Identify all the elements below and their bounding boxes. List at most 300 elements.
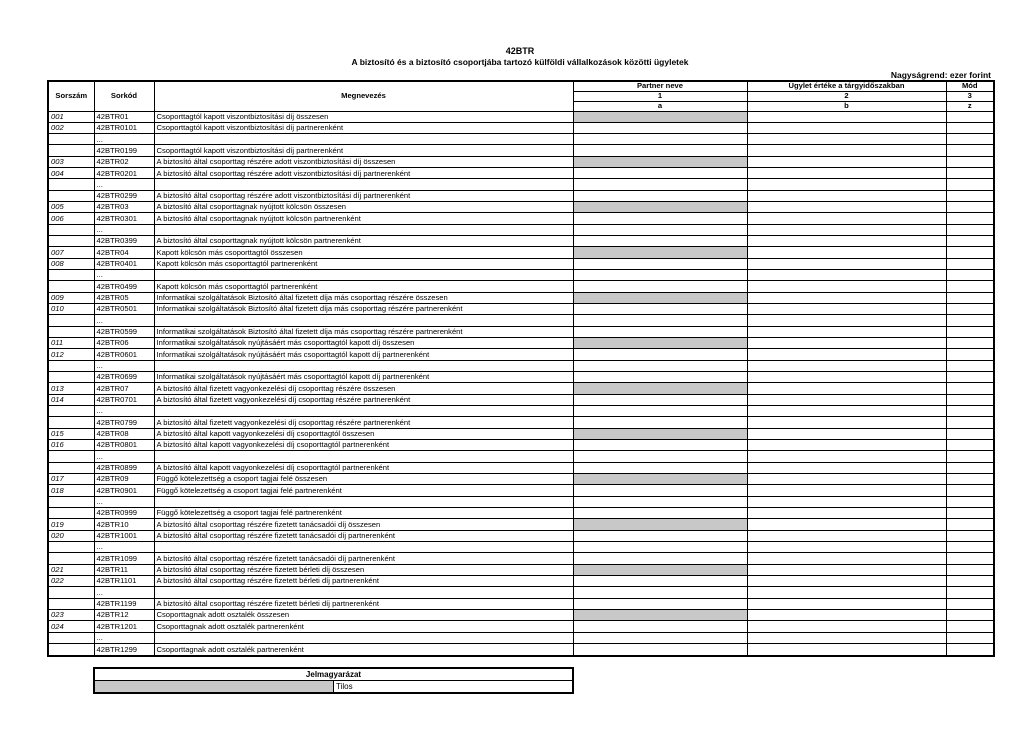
partner-cell[interactable] [573,530,747,541]
mode-cell[interactable] [946,417,994,428]
row-number: 020 [48,530,94,541]
row-code: 42BTR1101 [94,575,154,586]
col-letter: b [747,101,946,111]
row-code: 42BTR1099 [94,553,154,564]
mode-cell[interactable] [946,428,994,439]
row-description [154,224,573,235]
row-number [48,134,94,145]
value-cell[interactable] [747,190,946,201]
table-row [48,202,994,213]
value-cell[interactable] [747,632,946,643]
row-code: ... [94,451,154,462]
row-number: 004 [48,168,94,179]
table-row [48,111,994,122]
value-cell[interactable] [747,360,946,371]
row-description: A biztosító által csoporttagnak nyújtott kölcsön partnerenként [154,236,573,247]
partner-cell[interactable] [573,417,747,428]
col-header-partner: Partner neve [573,81,747,91]
partner-cell[interactable] [573,621,747,632]
row-number: 018 [48,485,94,496]
partner-cell[interactable] [573,360,747,371]
row-code: 42BTR02 [94,156,154,167]
row-number: 017 [48,474,94,485]
table-row [48,224,994,235]
partner-cell [573,564,747,575]
partner-cell[interactable] [573,134,747,145]
value-cell[interactable] [747,598,946,609]
partner-cell[interactable] [573,372,747,383]
mode-cell[interactable] [946,394,994,405]
value-cell[interactable] [747,462,946,473]
mode-cell[interactable] [946,190,994,201]
row-number [48,496,94,507]
row-number [48,587,94,598]
value-cell[interactable] [747,236,946,247]
row-description [154,134,573,145]
mode-cell[interactable] [946,270,994,281]
row-code: 42BTR0699 [94,372,154,383]
partner-cell [573,474,747,485]
partner-cell[interactable] [573,632,747,643]
row-number: 022 [48,575,94,586]
value-cell[interactable] [747,564,946,575]
row-number: 021 [48,564,94,575]
row-description [154,270,573,281]
col-number: 2 [747,91,946,101]
partner-cell[interactable] [573,213,747,224]
mode-cell[interactable] [946,575,994,586]
mode-cell[interactable] [946,247,994,258]
mode-cell[interactable] [946,587,994,598]
table-row [48,292,994,303]
value-cell[interactable] [747,213,946,224]
mode-cell[interactable] [946,258,994,269]
row-code: 42BTR0301 [94,213,154,224]
row-code: ... [94,270,154,281]
value-cell[interactable] [747,417,946,428]
row-description: A biztosító által csoporttag részére fizetett tanácsadói díj partnerenként [154,530,573,541]
col-header-sorkod: Sorkód [94,81,154,111]
row-number [48,145,94,156]
row-code: 42BTR07 [94,383,154,394]
table-row [48,383,994,394]
row-description: Informatikai szolgáltatások Biztosító által fizetett díja más csoporttag részére partnerenként [154,304,573,315]
table-row [48,632,994,643]
mode-cell[interactable] [946,440,994,451]
value-cell[interactable] [747,179,946,190]
partner-cell[interactable] [573,315,747,326]
mode-cell[interactable] [946,474,994,485]
partner-cell[interactable] [573,496,747,507]
partner-cell[interactable] [573,406,747,417]
partner-cell[interactable] [573,258,747,269]
partner-cell [573,202,747,213]
mode-cell[interactable] [946,621,994,632]
row-number [48,541,94,552]
row-description: A biztosító által csoporttag részére adott viszontbiztosítási díj partnerenként [154,168,573,179]
partner-cell[interactable] [573,394,747,405]
value-cell[interactable] [747,485,946,496]
table-row [48,440,994,451]
mode-cell[interactable] [946,496,994,507]
table-row [48,462,994,473]
partner-cell[interactable] [573,643,747,656]
mode-cell[interactable] [946,326,994,337]
transactions-table [47,80,995,657]
row-description: Csoporttagnak adott osztalék partnerenként [154,621,573,632]
value-cell[interactable] [747,304,946,315]
table-row [48,156,994,167]
row-description: Informatikai szolgáltatások nyújtásáért más csoporttagtól kapott díj partnerenként [154,349,573,360]
table-row [48,190,994,201]
row-number [48,553,94,564]
row-description: A biztosító által csoporttag részére fizetett tanácsadói díj partnerenként [154,553,573,564]
mode-cell[interactable] [946,213,994,224]
table-row [48,394,994,405]
row-code: 42BTR1199 [94,598,154,609]
mode-cell[interactable] [946,145,994,156]
mode-cell[interactable] [946,349,994,360]
table-row [48,541,994,552]
mode-cell[interactable] [946,519,994,530]
row-description: Csoporttagtól kapott viszontbiztosítási díj partnerenként [154,122,573,133]
value-cell[interactable] [747,315,946,326]
row-code: ... [94,224,154,235]
row-code: 42BTR0399 [94,236,154,247]
mode-cell[interactable] [946,111,994,122]
partner-cell[interactable] [573,440,747,451]
mode-cell[interactable] [946,541,994,552]
row-number: 002 [48,122,94,133]
row-number: 009 [48,292,94,303]
table-row [48,168,994,179]
row-code: 42BTR0601 [94,349,154,360]
row-description: A biztosító által kapott vagyonkezelési díj csoporttagtól partnerenként [154,440,573,451]
mode-cell[interactable] [946,122,994,133]
table-row [48,122,994,133]
partner-cell[interactable] [573,190,747,201]
value-cell[interactable] [747,111,946,122]
row-number: 008 [48,258,94,269]
mode-cell[interactable] [946,530,994,541]
row-description: Kapott kölcsön más csoporttagtól összesen [154,247,573,258]
table-row [48,134,994,145]
mode-cell[interactable] [946,134,994,145]
row-code: 42BTR0599 [94,326,154,337]
partner-cell [573,519,747,530]
row-number [48,190,94,201]
partner-cell[interactable] [573,270,747,281]
row-number: 007 [48,247,94,258]
legend-item-label: Tilos [334,681,574,694]
col-header-megnevezes: Megnevezés [154,81,573,111]
row-number [48,451,94,462]
mode-cell[interactable] [946,338,994,349]
row-number [48,632,94,643]
partner-cell [573,111,747,122]
value-cell[interactable] [747,247,946,258]
mode-cell[interactable] [946,598,994,609]
partner-cell[interactable] [573,462,747,473]
mode-cell[interactable] [946,609,994,620]
value-cell[interactable] [747,530,946,541]
row-number: 005 [48,202,94,213]
row-number: 001 [48,111,94,122]
row-description: A biztosító által csoporttag részére adott viszontbiztosítási díj partnerenként [154,190,573,201]
partner-cell[interactable] [573,541,747,552]
mode-cell[interactable] [946,564,994,575]
row-number: 011 [48,338,94,349]
row-code: 42BTR1201 [94,621,154,632]
table-row [48,621,994,632]
value-cell[interactable] [747,270,946,281]
row-number [48,236,94,247]
partner-cell[interactable] [573,587,747,598]
value-cell[interactable] [747,621,946,632]
partner-cell[interactable] [573,507,747,518]
table-row [48,451,994,462]
mode-cell[interactable] [946,462,994,473]
partner-cell [573,156,747,167]
partner-cell[interactable] [573,451,747,462]
row-number [48,281,94,292]
table-row [48,428,994,439]
row-code: 42BTR05 [94,292,154,303]
col-header-mod: Mód [946,81,994,91]
value-cell[interactable] [747,156,946,167]
col-letter: a [573,101,747,111]
row-description: Csoporttagtól kapott viszontbiztosítási díj összesen [154,111,573,122]
table-row [48,530,994,541]
partner-cell[interactable] [573,145,747,156]
partner-cell [573,292,747,303]
value-cell[interactable] [747,609,946,620]
value-cell[interactable] [747,292,946,303]
row-code: 42BTR08 [94,428,154,439]
row-code: ... [94,179,154,190]
partner-cell[interactable] [573,179,747,190]
partner-cell [573,383,747,394]
value-cell[interactable] [747,496,946,507]
mode-cell[interactable] [946,168,994,179]
partner-cell [573,338,747,349]
value-cell[interactable] [747,202,946,213]
row-description: A biztosító által kapott vagyonkezelési díj csoporttagtól partnerenként [154,462,573,473]
row-code: 42BTR03 [94,202,154,213]
row-description: Kapott kölcsön más csoporttagtól partnerenként [154,258,573,269]
mode-cell[interactable] [946,451,994,462]
partner-cell [573,609,747,620]
table-row [48,406,994,417]
mode-cell[interactable] [946,156,994,167]
row-description: Csoporttagtól kapott viszontbiztosítási díj partnerenként [154,145,573,156]
value-cell[interactable] [747,258,946,269]
partner-cell[interactable] [573,281,747,292]
value-cell[interactable] [747,168,946,179]
row-description: Csoporttagnak adott osztalék partnerenként [154,643,573,656]
col-header-sorszam: Sorszám [48,81,94,111]
mode-cell[interactable] [946,236,994,247]
value-cell[interactable] [747,406,946,417]
table-row [48,247,994,258]
partner-cell[interactable] [573,224,747,235]
row-code: ... [94,406,154,417]
row-description [154,496,573,507]
row-code: 42BTR09 [94,474,154,485]
row-description: A biztosító által kapott vagyonkezelési díj csoporttagtól összesen [154,428,573,439]
row-code: 42BTR0199 [94,145,154,156]
partner-cell[interactable] [573,168,747,179]
value-cell[interactable] [747,394,946,405]
row-number [48,462,94,473]
mode-cell[interactable] [946,202,994,213]
mode-cell[interactable] [946,643,994,656]
value-cell[interactable] [747,134,946,145]
table-row [48,326,994,337]
col-number: 1 [573,91,747,101]
value-cell[interactable] [747,575,946,586]
table-row [48,270,994,281]
partner-cell[interactable] [573,598,747,609]
row-description [154,360,573,371]
partner-cell[interactable] [573,485,747,496]
mode-cell[interactable] [946,292,994,303]
row-number [48,315,94,326]
value-cell[interactable] [747,643,946,656]
mode-cell[interactable] [946,372,994,383]
mode-cell[interactable] [946,632,994,643]
partner-cell[interactable] [573,236,747,247]
row-number: 014 [48,394,94,405]
row-number: 024 [48,621,94,632]
value-cell[interactable] [747,338,946,349]
value-cell[interactable] [747,587,946,598]
row-code: 42BTR0401 [94,258,154,269]
row-description: A biztosító által csoporttagnak nyújtott kölcsön összesen [154,202,573,213]
row-description [154,315,573,326]
mode-cell[interactable] [946,224,994,235]
row-code: 42BTR0201 [94,168,154,179]
value-cell[interactable] [747,428,946,439]
table-row [48,575,994,586]
row-code: 42BTR1001 [94,530,154,541]
table-row [48,360,994,371]
mode-cell[interactable] [946,383,994,394]
row-code: ... [94,632,154,643]
row-code: 42BTR01 [94,111,154,122]
table-row [48,213,994,224]
value-cell[interactable] [747,122,946,133]
row-description: Kapott kölcsön más csoporttagtól partnerenként [154,281,573,292]
row-number: 012 [48,349,94,360]
table-row [48,507,994,518]
value-cell[interactable] [747,383,946,394]
col-letter: z [946,101,994,111]
partner-cell [573,428,747,439]
row-number: 006 [48,213,94,224]
partner-cell[interactable] [573,575,747,586]
value-cell[interactable] [747,145,946,156]
unit-label: Nagyságrend: ezer forint [890,70,991,80]
value-cell[interactable] [747,451,946,462]
value-cell[interactable] [747,440,946,451]
table-row [48,338,994,349]
row-code: ... [94,315,154,326]
value-cell[interactable] [747,372,946,383]
row-description: A biztosító által csoporttag részére adott viszontbiztosítási díj összesen [154,156,573,167]
value-cell[interactable] [747,224,946,235]
row-description [154,587,573,598]
mode-cell[interactable] [946,406,994,417]
mode-cell[interactable] [946,553,994,564]
partner-cell[interactable] [573,326,747,337]
table-row [48,598,994,609]
table-body [48,111,994,656]
mode-cell[interactable] [946,360,994,371]
mode-cell[interactable] [946,485,994,496]
row-description [154,541,573,552]
mode-cell[interactable] [946,304,994,315]
partner-cell[interactable] [573,122,747,133]
table-row [48,474,994,485]
table-row [48,349,994,360]
row-code: 42BTR0799 [94,417,154,428]
partner-cell[interactable] [573,349,747,360]
value-cell[interactable] [747,519,946,530]
table-row [48,496,994,507]
mode-cell[interactable] [946,507,994,518]
table-row [48,609,994,620]
partner-cell[interactable] [573,304,747,315]
row-number: 023 [48,609,94,620]
row-number: 015 [48,428,94,439]
row-description: A biztosító által csoporttag részére fizetett bérleti díj partnerenként [154,598,573,609]
table-row [48,145,994,156]
row-description: A biztosító által csoporttag részére fizetett bérleti díj partnerenként [154,575,573,586]
value-cell[interactable] [747,541,946,552]
value-cell[interactable] [747,553,946,564]
table-row [48,417,994,428]
partner-cell[interactable] [573,553,747,564]
row-description: A biztosító által csoporttagnak nyújtott kölcsön partnerenként [154,213,573,224]
table-row [48,643,994,656]
mode-cell[interactable] [946,179,994,190]
row-number [48,179,94,190]
row-code: 42BTR0499 [94,281,154,292]
value-cell[interactable] [747,507,946,518]
row-description: A biztosító által fizetett vagyonkezelési díj csoporttag részére összesen [154,383,573,394]
value-cell[interactable] [747,281,946,292]
row-description: Informatikai szolgáltatások Biztosító által fizetett díja más csoporttag részére összesen [154,292,573,303]
table-row [48,304,994,315]
mode-cell[interactable] [946,281,994,292]
row-description: A biztosító által fizetett vagyonkezelési díj csoporttag részére partnerenként [154,394,573,405]
value-cell[interactable] [747,474,946,485]
row-code: 42BTR0899 [94,462,154,473]
table-row [48,372,994,383]
mode-cell[interactable] [946,315,994,326]
row-number [48,417,94,428]
value-cell[interactable] [747,349,946,360]
row-code: ... [94,496,154,507]
row-code: ... [94,134,154,145]
row-number [48,372,94,383]
row-number [48,326,94,337]
form-code: 42BTR [505,46,535,56]
table-row [48,315,994,326]
row-number [48,360,94,371]
value-cell[interactable] [747,326,946,337]
